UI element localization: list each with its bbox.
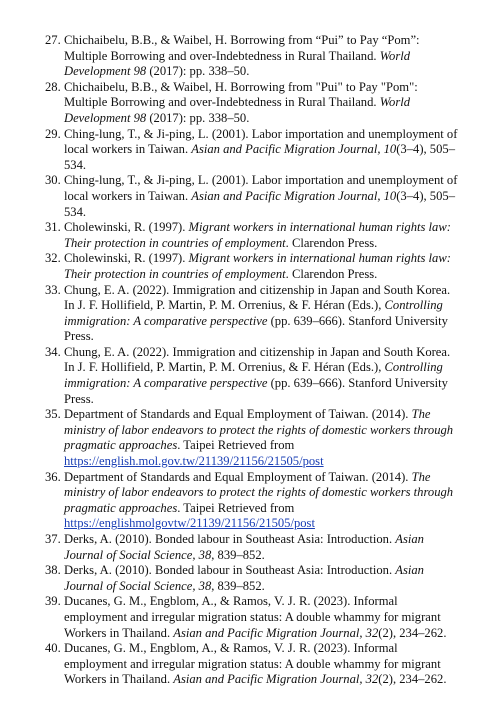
reference-segment: Chung, E. A. (2022). Immigration and citizenship in Japan and South Korea. In J. F. Hollifield, P. Martin, P. M. Orrenius, & F. Héran (Eds.), <box>64 344 451 375</box>
reference-segment: . Taipei Retrieved from <box>177 500 295 515</box>
reference-item <box>0 470 500 532</box>
reference-text <box>64 80 418 125</box>
reference-italic-title: World Development 98 <box>64 95 411 125</box>
reference-segment: , 839–852. <box>211 547 265 562</box>
document-page <box>0 33 500 688</box>
reference-segment: (2), 234–262. <box>378 672 447 687</box>
reference-item <box>0 407 500 469</box>
reference-text <box>64 563 424 593</box>
reference-italic-title: Migrant workers in international human rights law: Their protection in countries of employment <box>64 251 451 281</box>
reference-item <box>0 173 500 220</box>
reference-text <box>64 407 453 468</box>
reference-item <box>0 563 500 594</box>
reference-item <box>0 641 500 688</box>
reference-text <box>64 532 424 562</box>
reference-italic-title: Asian and Pacific Migration Journal, 10 <box>191 142 397 157</box>
reference-url-link[interactable]: https://englishmolgovtw/21139/21156/21505/post <box>64 516 315 531</box>
reference-segment: (2), 234–262. <box>378 625 447 640</box>
reference-number: 37. <box>45 532 61 546</box>
reference-segment: . Clarendon Press. <box>285 235 378 250</box>
reference-italic-title: Asian and Pacific Migration Journal, 32 <box>173 672 379 687</box>
reference-number: 34. <box>45 344 61 359</box>
reference-segment: . Clarendon Press. <box>285 266 378 281</box>
reference-segment: Chichaibelu, B.B., & Waibel, H. Borrowing from “Pui” to Pay “Pom”: Multiple Borrowing and over-Indebtedness in Rural Thailand. <box>64 33 420 63</box>
reference-segment: (3–4), 505–534. <box>64 188 455 219</box>
reference-italic-title: Asian Journal of Social Science, 38 <box>64 532 424 562</box>
reference-segment: Derks, A. (2010). Bonded labour in Southeast Asia: Introduction. <box>64 532 396 546</box>
reference-item <box>0 251 500 282</box>
reference-segment: Cholewinski, R. (1997). <box>64 220 189 235</box>
reference-italic-title: World Development 98 <box>64 48 411 79</box>
reference-italic-title: The ministry of labor endeavors to protect the rights of domestic workers through pragmatic approaches <box>64 469 454 515</box>
reference-segment: (pp. 639–666). Stanford University Press. <box>64 313 448 344</box>
reference-italic-title: Asian and Pacific Migration Journal, 10 <box>191 188 397 203</box>
reference-segment: Chichaibelu, B.B., & Waibel, H. Borrowing from "Pui" to Pay "Pom": Multiple Borrowing and over-Indebtedness in Rural Thailand. <box>64 79 418 110</box>
reference-segment: Chung, E. A. (2022). Immigration and citizenship in Japan and South Korea. In J. F. Hollifield, P. Martin, P. M. Orrenius, & F. Héran (Eds.), <box>64 282 451 313</box>
reference-segment: (pp. 639–666). Stanford University Press. <box>64 376 448 406</box>
reference-item <box>0 127 500 174</box>
reference-item <box>0 220 500 251</box>
reference-segment: (2017): pp. 338–50. <box>146 64 250 79</box>
reference-number: 31. <box>45 220 61 235</box>
reference-item <box>0 532 500 563</box>
reference-text <box>64 127 457 172</box>
reference-number: 33. <box>45 282 61 297</box>
reference-number: 39. <box>45 594 61 609</box>
reference-item <box>0 80 500 127</box>
reference-segment: Ducanes, G. M., Engblom, A., & Ramos, V. J. R. (2023). Informal employment and irregular migration status: A double whammy for migrant Workers in Thailand. <box>64 641 441 687</box>
reference-segment: (3–4), 505–534. <box>64 142 455 172</box>
reference-segment: Department of Standards and Equal Employment of Taiwan. (2014). <box>64 469 412 484</box>
reference-text <box>64 594 446 639</box>
reference-number: 28. <box>45 79 61 94</box>
reference-text <box>64 220 451 250</box>
reference-italic-title: Asian Journal of Social Science, 38 <box>64 563 424 593</box>
reference-text <box>64 641 446 686</box>
reference-italic-title: The ministry of labor endeavors to protect the rights of domestic workers through pragmatic approaches <box>64 407 454 453</box>
reference-italic-title: Migrant workers in international human rights law: Their protection in countries of employment <box>64 220 451 250</box>
reference-text <box>64 470 453 531</box>
reference-number: 40. <box>45 641 61 656</box>
reference-number: 27. <box>45 33 61 47</box>
reference-segment: Derks, A. (2010). Bonded labour in Southeast Asia: Introduction. <box>64 563 396 578</box>
reference-segment: . Taipei Retrieved from <box>177 438 295 453</box>
reference-item <box>0 33 500 80</box>
reference-text <box>64 345 450 406</box>
reference-number: 38. <box>45 563 61 578</box>
reference-italic-title: Controlling immigration: A comparative perspective <box>64 360 443 391</box>
reference-italic-title: Asian and Pacific Migration Journal, 32 <box>173 625 379 640</box>
reference-segment: Department of Standards and Equal Employment of Taiwan. (2014). <box>64 407 412 422</box>
reference-number: 35. <box>45 407 61 422</box>
reference-item <box>0 594 500 641</box>
reference-segment: Ching-lung, T., & Ji-ping, L. (2001). Labor importation and unemployment of local workers in Taiwan. <box>64 126 458 157</box>
reference-segment: , 839–852. <box>211 578 265 593</box>
reference-segment: Cholewinski, R. (1997). <box>64 251 189 266</box>
reference-segment: Ducanes, G. M., Engblom, A., & Ramos, V. J. R. (2023). Informal employment and irregular migration status: A double whammy for migrant Workers in Thailand. <box>64 594 441 640</box>
reference-text <box>64 251 451 281</box>
reference-segment: Ching-lung, T., & Ji-ping, L. (2001). Labor importation and unemployment of local workers in Taiwan. <box>64 173 458 203</box>
reference-number: 30. <box>45 173 61 188</box>
reference-segment: (2017): pp. 338–50. <box>146 110 250 125</box>
reference-number: 29. <box>45 126 61 141</box>
reference-number: 36. <box>45 469 61 484</box>
reference-text <box>64 33 420 78</box>
reference-url-link[interactable]: https://english.mol.gov.tw/21139/21156/21505/post <box>64 454 324 469</box>
reference-list <box>0 33 500 688</box>
reference-text <box>64 283 450 344</box>
reference-number: 32. <box>45 251 61 266</box>
reference-item <box>0 345 500 407</box>
reference-italic-title: Controlling immigration: A comparative perspective <box>64 298 443 328</box>
reference-item <box>0 283 500 345</box>
reference-text <box>64 173 457 218</box>
